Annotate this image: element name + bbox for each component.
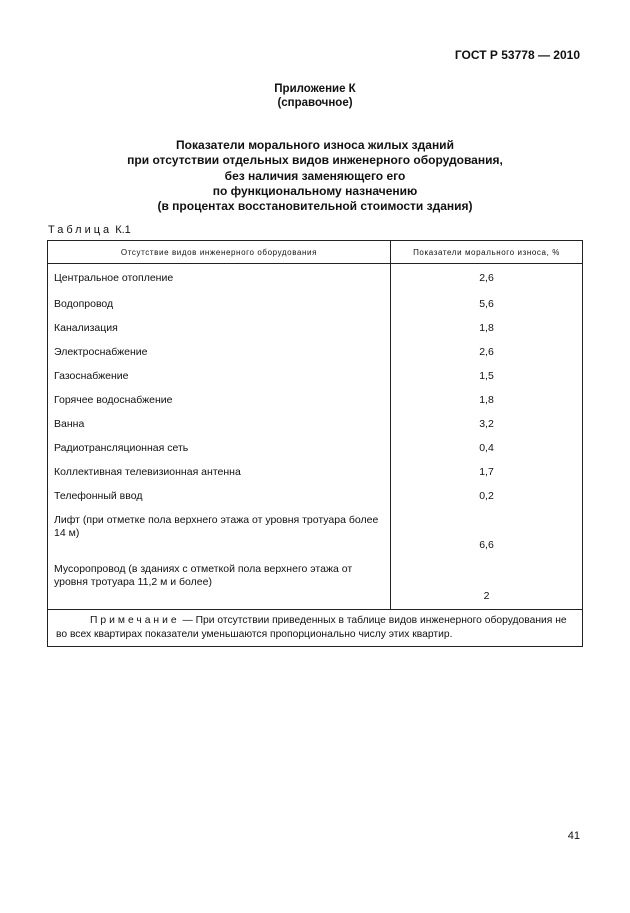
section-title-line: без наличия заменяющего его xyxy=(224,168,406,183)
equipment-name: Радиотрансляционная сеть xyxy=(48,436,391,460)
table-row xyxy=(48,264,583,292)
table-row xyxy=(48,460,583,484)
section-title-line: при отсутствии отдельных видов инженерного оборудования, xyxy=(127,153,503,168)
page-number: 41 xyxy=(567,830,580,842)
depreciation-value: 2,6 xyxy=(391,264,583,292)
depreciation-value: 1,7 xyxy=(391,460,583,484)
section-title-line: по функциональному назначению xyxy=(212,183,418,198)
document-code: ГОСТ Р 53778 — 2010 xyxy=(454,48,580,62)
equipment-name: Мусоропровод (в зданиях с отметкой пола верхнего этажа от уровня тротуара 11,2 м и более) xyxy=(48,557,391,610)
table-row xyxy=(48,484,583,508)
table-row xyxy=(48,436,583,460)
table-note xyxy=(48,609,583,646)
depreciation-value: 0,2 xyxy=(391,484,583,508)
depreciation-value: 1,5 xyxy=(391,364,583,388)
equipment-name: Водопровод xyxy=(48,292,391,316)
appendix-heading xyxy=(0,82,630,110)
equipment-name: Лифт (при отметке пола верхнего этажа от уровня тротуара более 14 м) xyxy=(48,508,391,557)
table-row xyxy=(48,316,583,340)
depreciation-value: 6,6 xyxy=(391,508,583,557)
table-caption xyxy=(48,224,131,236)
equipment-name: Телефонный ввод xyxy=(48,484,391,508)
table-row xyxy=(48,557,583,610)
note-label: Примечание xyxy=(90,614,180,626)
table-row xyxy=(48,340,583,364)
table-note-row xyxy=(48,609,583,646)
depreciation-value: 1,8 xyxy=(391,388,583,412)
equipment-name: Канализация xyxy=(48,316,391,340)
section-title xyxy=(0,138,630,214)
depreciation-value: 1,8 xyxy=(391,316,583,340)
table-row xyxy=(48,412,583,436)
depreciation-value: 2,6 xyxy=(391,340,583,364)
table-row xyxy=(48,508,583,557)
depreciation-value: 3,2 xyxy=(391,412,583,436)
table-caption-label: Таблица xyxy=(48,224,113,236)
section-title-line: (в процентах восстановительной стоимости здания) xyxy=(157,199,473,214)
equipment-name: Электроснабжение xyxy=(48,340,391,364)
column-header-equipment: Отсутствие видов инженерного оборудования xyxy=(48,241,391,264)
appendix-title: Приложение К xyxy=(274,83,356,95)
table-caption-number: К.1 xyxy=(115,224,131,236)
table-row xyxy=(48,292,583,316)
equipment-name: Горячее водоснабжение xyxy=(48,388,391,412)
table-header-row xyxy=(48,241,583,264)
depreciation-table xyxy=(47,240,583,647)
depreciation-value: 5,6 xyxy=(391,292,583,316)
depreciation-value: 0,4 xyxy=(391,436,583,460)
equipment-name: Центральное отопление xyxy=(48,264,391,292)
column-header-depreciation: Показатели морального износа, % xyxy=(391,241,583,264)
section-title-line: Показатели морального износа жилых зданий xyxy=(176,138,454,152)
table-row xyxy=(48,364,583,388)
equipment-name: Газоснабжение xyxy=(48,364,391,388)
appendix-type: (справочное) xyxy=(277,97,353,109)
equipment-name: Ванна xyxy=(48,412,391,436)
depreciation-value: 2 xyxy=(391,557,583,610)
equipment-name: Коллективная телевизионная антенна xyxy=(48,460,391,484)
table-row xyxy=(48,388,583,412)
note-text: — При отсутствии приведенных в таблице видов инженерного оборудования не во всех квартирах показатели уменьшаются пропорционально числу этих квартир. xyxy=(56,614,567,640)
